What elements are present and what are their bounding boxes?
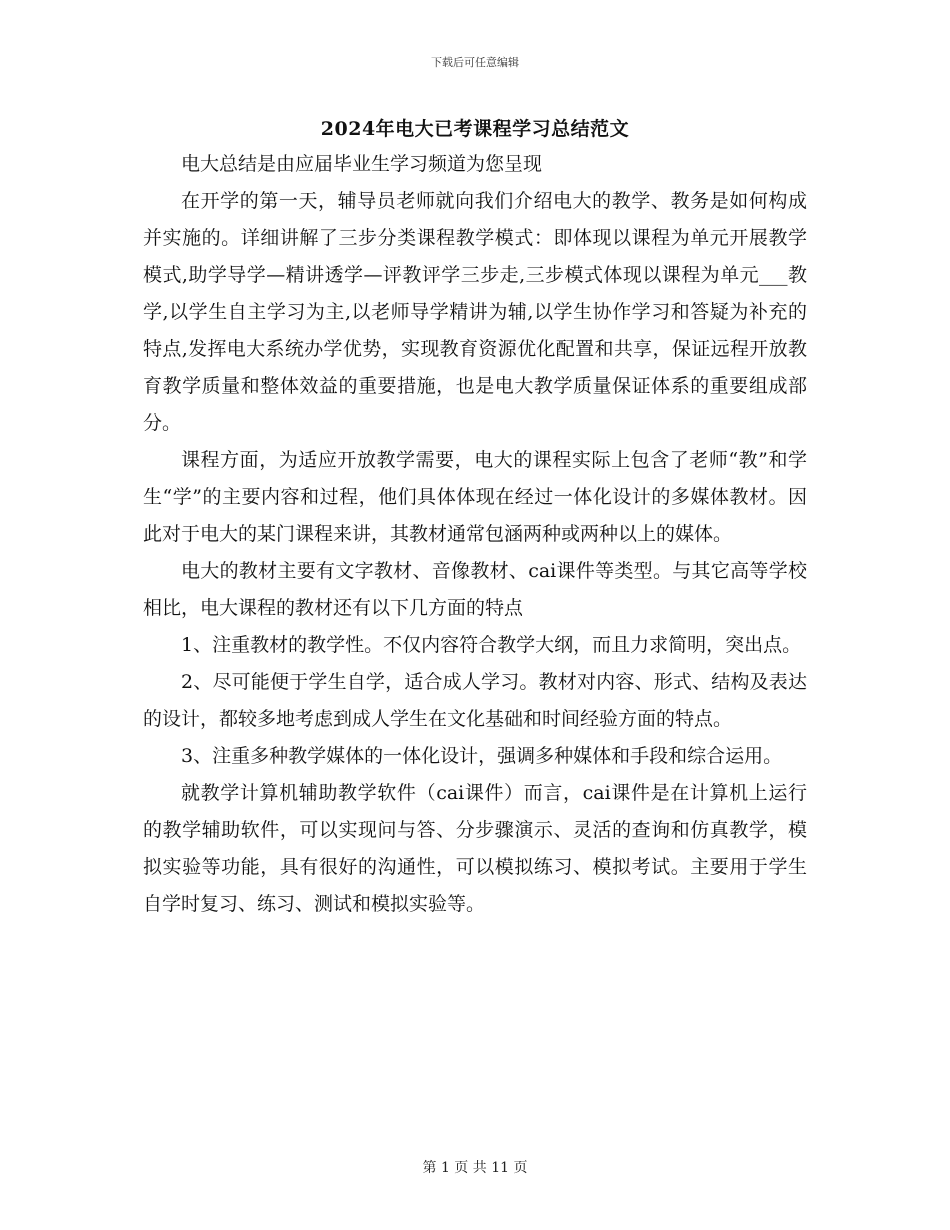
paragraph-point-2: 2、尽可能便于学生自学，适合成人学习。教材对内容、形式、结构及表达的设计，都较多地考虑到成人学生在文化基础和时间经验方面的特点。 (143, 671, 807, 730)
paragraph-intro: 电大总结是由应届毕业生学习频道为您呈现 (181, 153, 543, 175)
page-number: 第 1 页 共 11 页 (422, 1160, 528, 1176)
document-body (143, 146, 807, 923)
paragraph-materials: 电大的教材主要有文字教材、音像教材、cai课件等类型。与其它高等学校相比，电大课程的教材还有以下几方面的特点 (143, 560, 807, 619)
paragraph-courses: 课程方面，为适应开放教学需要，电大的课程实际上包含了老师“教”和学生“学”的主要内容和过程，他们具体体现在经过一体化设计的多媒体教材。因此对于电大的某门课程来讲，其教材通常包涵两种或两种以上的媒体。 (143, 449, 807, 545)
document-title: 2024年电大已考课程学习总结范文 (320, 118, 630, 140)
paragraph-point-1: 1、注重教材的教学性。不仅内容符合教学大纲，而且力求简明，突出点。 (181, 634, 802, 656)
page-header-note: 下载后可任意编辑 (431, 56, 519, 69)
paragraph-point-3: 3、注重多种教学媒体的一体化设计，强调多种媒体和手段和综合运用。 (181, 745, 783, 767)
paragraph-cai: 就教学计算机辅助教学软件（cai课件）而言，cai课件是在计算机上运行的教学辅助软件，可以实现问与答、分步骤演示、灵活的查询和仿真教学，模拟实验等功能，具有很好的沟通性，可以模拟练习、模拟考试。主要用于学生自学时复习、练习、测试和模拟实验等。 (143, 782, 807, 915)
paragraph-teaching-mode: 在开学的第一天，辅导员老师就向我们介绍电大的教学、教务是如何构成并实施的。详细讲解了三步分类课程教学模式：即体现以课程为单元开展教学模式,助学导学—精讲透学—评教评学三步走,三步模式体现以课程为单元___教学,以学生自主学习为主,以老师导学精讲为辅,以学生协作学习和答疑为补充的特点,发挥电大系统办学优势，实现教育资源优化配置和共享，保证远程开放教育教学质量和整体效益的重要措施，也是电大教学质量保证体系的重要组成部分。 (143, 190, 807, 434)
